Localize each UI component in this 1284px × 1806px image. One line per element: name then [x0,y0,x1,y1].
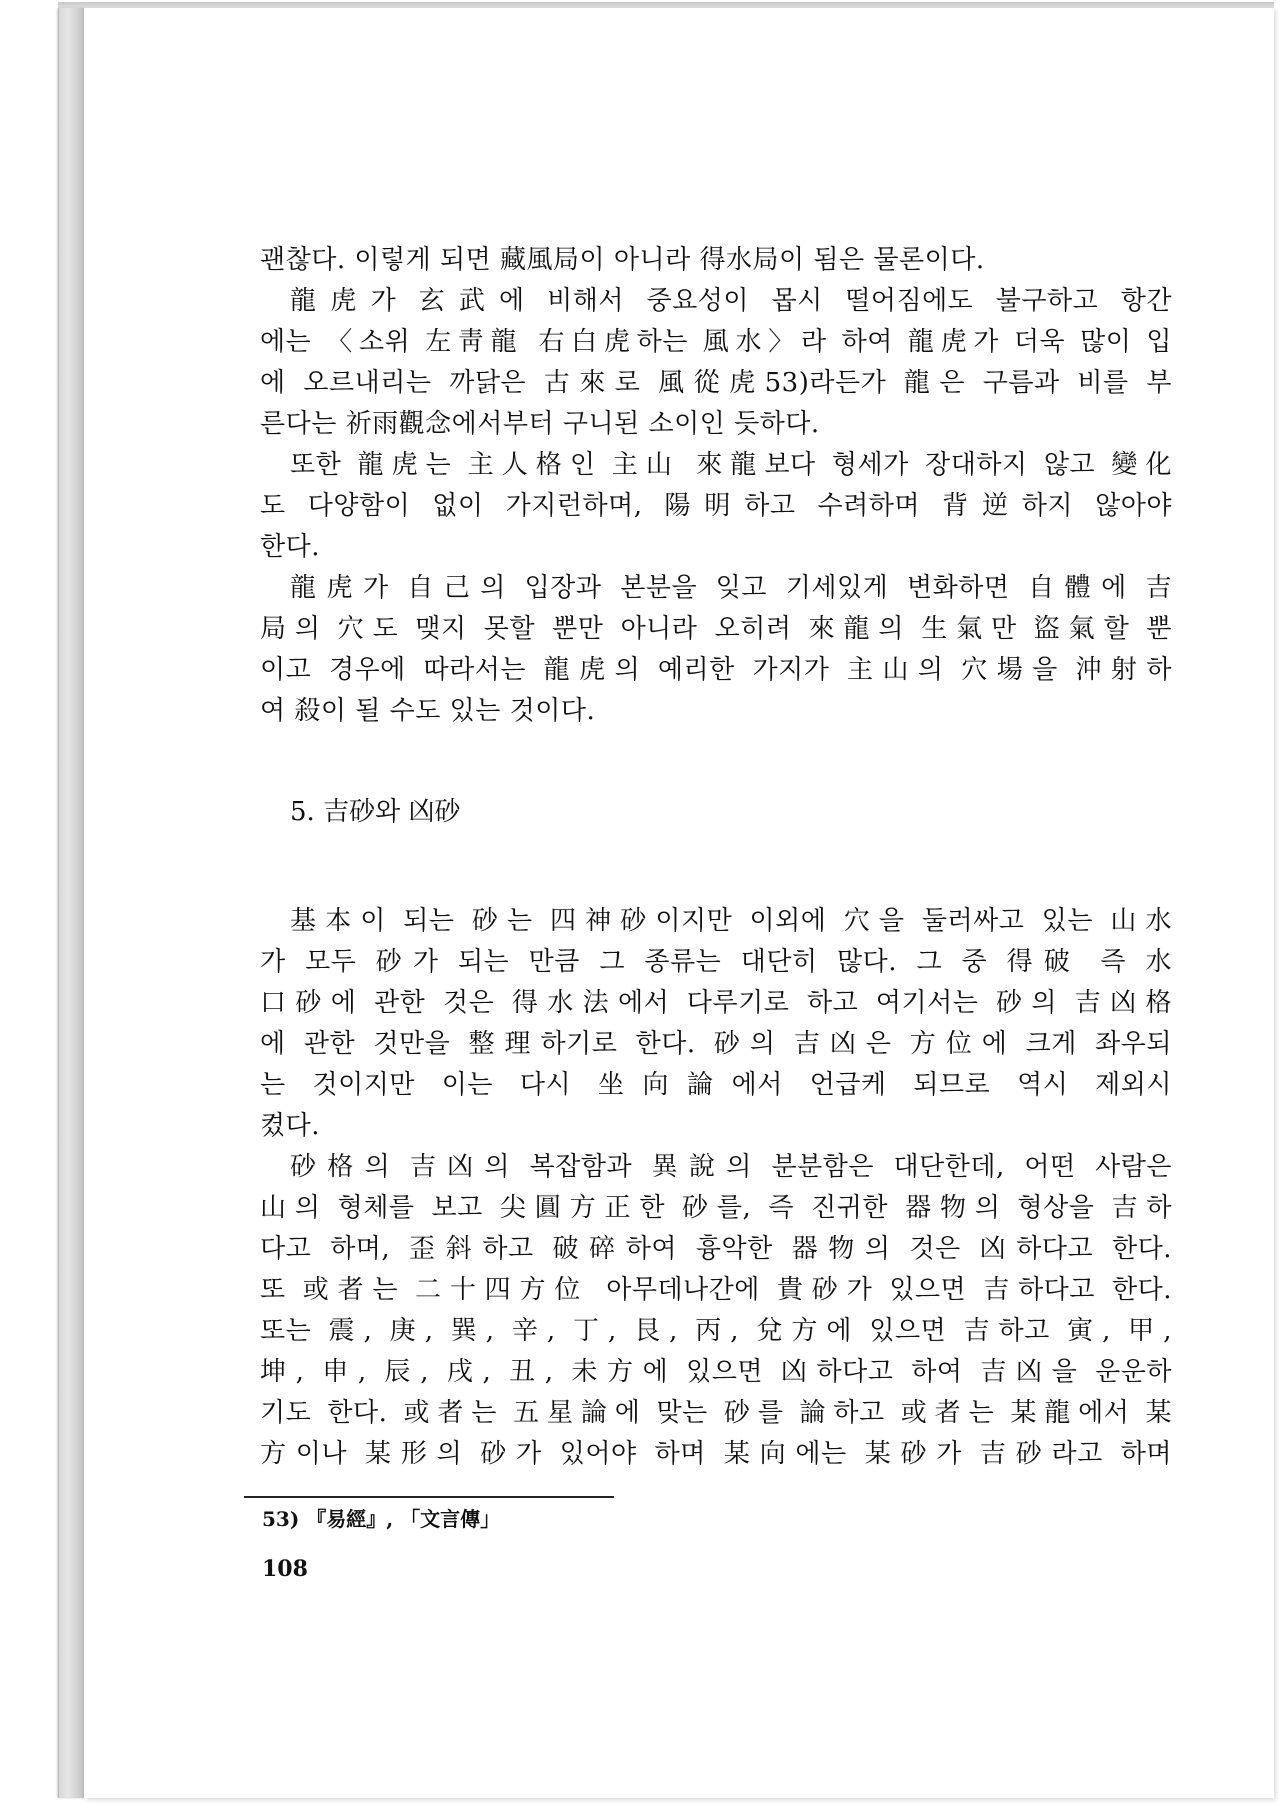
text-line: 龍虎가 自己의 입장과 본분을 잊고 기세있게 변화하면 自體에 吉 [290,573,1172,603]
page-number: 108 [262,1556,308,1582]
paragraph-2 [260,281,1172,445]
text-line: 여 殺이 될 수도 있는 것이다. [260,696,596,726]
book-page [84,8,1274,1798]
text-line: 坤, 申, 辰, 戌, 丑, 未方에 있으면 凶하다고 하여 吉凶을 운운하 [260,1357,1172,1387]
book-page-edge [58,8,85,1798]
text-line: 山의 형체를 보고 尖圓方正한 砂를, 즉 진귀한 器物의 형상을 吉하 [260,1193,1172,1223]
text-line: 또한 龍虎는 主人格인 主山 來龍보다 형세가 장대하지 않고 變化 [290,450,1172,480]
paragraph-6 [260,1147,1172,1475]
text-line: 龍虎가 玄武에 비해서 중요성이 몹시 떨어짐에도 불구하고 항간 [290,286,1172,316]
footnote: 53) 『易經』, 「文言傳」 [262,1507,501,1531]
text-line: 괜찮다. 이렇게 되면 藏風局이 아니라 得水局이 됨은 물론이다. [260,245,985,275]
paragraph-3 [260,445,1172,568]
text-line: 한다. [260,532,320,562]
text-line: 砂格의 吉凶의 복잡함과 異說의 분분함은 대단한데, 어떤 사람은 [290,1152,1172,1182]
text-line: 기도 한다. 或者는 五星論에 맞는 砂를 論하고 或者는 某龍에서 某 [260,1398,1172,1428]
footnote-rule [244,1496,614,1498]
page-body [260,240,1172,1475]
text-line: 基本이 되는 砂는 四神砂이지만 이외에 穴을 둘러싸고 있는 山水 [290,906,1172,936]
text-line: 에 관한 것만을 整理하기로 한다. 砂의 吉凶은 方位에 크게 좌우되 [260,1029,1172,1059]
text-line: 른다는 祈雨觀念에서부터 구니된 소이인 듯하다. [260,409,820,439]
paragraph-4 [260,568,1172,732]
text-line: 또 或者는 二十四方位 아무데나간에 貴砂가 있으면 吉하다고 한다. [260,1275,1172,1305]
paragraph-5 [260,901,1172,1147]
text-line: 켰다. [260,1111,320,1141]
text-line: 도 다양함이 없이 가지런하며, 陽明하고 수려하며 背逆하지 않아야 [260,491,1172,521]
text-line: 또는 震, 庚, 巽, 辛, 丁, 艮, 丙, 兌方에 있으면 吉하고 寅, 甲, [260,1316,1172,1346]
text-line: 局의 穴도 맺지 못할 뿐만 아니라 오히려 來龍의 生氣만 盜氣할 뿐 [260,614,1172,644]
text-line: 는 것이지만 이는 다시 坐向論에서 언급케 되므로 역시 제외시 [260,1070,1172,1100]
text-line: 이고 경우에 따라서는 龍虎의 예리한 가지가 主山의 穴場을 沖射하 [260,655,1172,685]
text-line: 에 오르내리는 까닭은 古來로 風從虎53)라든가 龍은 구름과 비를 부 [260,368,1172,398]
text-line: 에는 〈소위 左靑龍 右白虎하는 風水〉라 하여 龍虎가 더욱 많이 입 [260,327,1172,357]
text-line: 가 모두 砂가 되는 만큼 그 종류는 대단히 많다. 그 중 得破 즉 水 [260,947,1172,977]
text-line: 다고 하며, 歪斜하고 破碎하여 흉악한 器物의 것은 凶하다고 한다. [260,1234,1172,1264]
paragraph-1 [260,240,1172,281]
section-heading: 5. 吉砂와 凶砂 [290,797,461,827]
text-line: 方이나 某形의 砂가 있어야 하며 某向에는 某砂가 吉砂라고 하며 [260,1439,1172,1469]
text-line: 口砂에 관한 것은 得水法에서 다루기로 하고 여기서는 砂의 吉凶格 [260,988,1172,1018]
